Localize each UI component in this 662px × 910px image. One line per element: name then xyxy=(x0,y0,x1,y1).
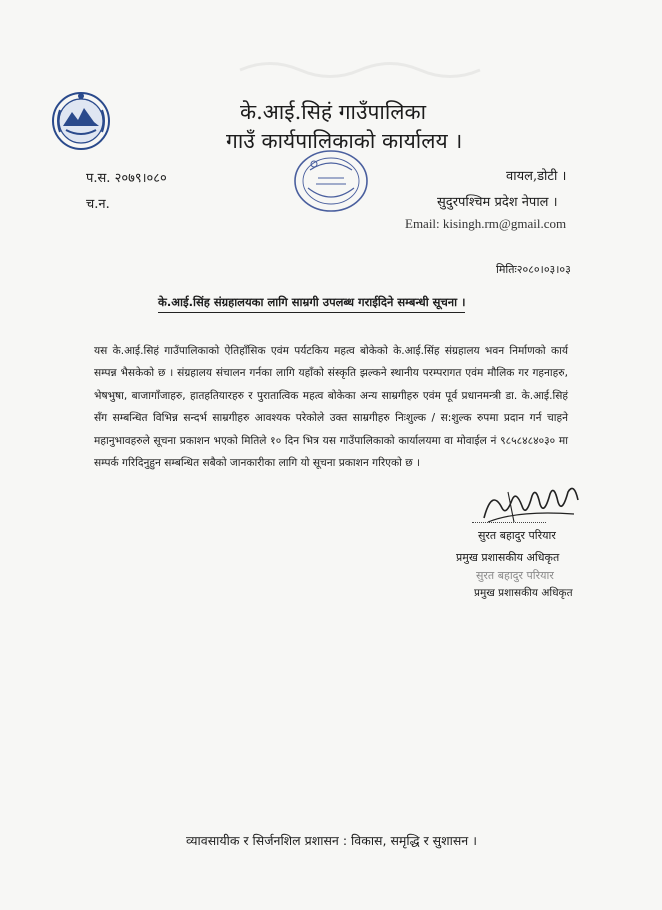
office-location: वायल,डोटी । xyxy=(506,169,567,184)
signatory-role: प्रमुख प्रशासकीय अधिकृत xyxy=(456,551,560,564)
footer-motto: व्यावसायीक र सिर्जनशिल प्रशासन : विकास, समृद्धि र सुशासन । xyxy=(186,833,477,848)
name-stamp: सुरत बहादुर परियार xyxy=(476,569,554,582)
government-emblem-icon xyxy=(50,90,112,152)
dispatch-number: च.न. xyxy=(86,197,110,212)
signatory-name: सुरत बहादुर परियार xyxy=(478,529,556,542)
office-subtitle: गाउँ कार्यपालिकाको कार्यालय । xyxy=(226,129,463,153)
office-email: Email: kisingh.rm@gmail.com xyxy=(405,216,567,231)
letter-date: मितिः२०८०।०३।०३ xyxy=(496,263,571,276)
office-province: सुदुरपश्चिम प्रदेश नेपाल । xyxy=(437,195,558,210)
notice-subject: के.आई.सिंह संग्रहालयका लागि साम्रगी उपलब्ध गराईदिने सम्बन्धी सूचना । xyxy=(158,295,465,313)
office-stamp-icon xyxy=(292,148,370,214)
reference-number: प.स. २०७९।०८० xyxy=(86,171,167,186)
notice-body: यस के.आई.सिहं गाउँपालिकाको ऐतिहाँसिक एवंम पर्यटकिय महत्व बोकेको के.आई.सिंह संग्रहालय भवन निर्माणको कार्य सम्पन्न भैसकेको छ । संग्रहालय संचालन गर्नका लागि यहाँको संस्कृति झल्कने स्थानीय परम्परागत एवंम मौलिक गर गहनाहरु, भेषभुषा, बाजागाँजाहरु, हातहतियारहरु र पुरातात्विक महत्व बोकेका अन्य साम्रगीहरु एवंम पूर्व प्रधानमन्त्री डा. के.आई.सिहं सँग सम्बन्धित विभिन्न सन्दर्भ साम्रगीहरु आवश्यक परेकोले उक्त साम्रगीहरु निःशुल्क / स:शुल्क रुपमा प्रदान गर्न चाहने महानुभावहरुले सूचना प्रकाशन भएको मितिले १० दिन भित्र यस गाउँपालिकाको कार्यालयमा वा मोवाईल नं ९८५८४८४०३० मा सम्पर्क गरिदिनुहुन सम्बन्धित सबैको जानकारीका लागि यो सूचना प्रकाशन गरिएको छ । xyxy=(94,345,568,470)
office-name: के.आई.सिहं गाउँपालिका xyxy=(240,100,427,124)
role-stamp: प्रमुख प्रशासकीय अधिकृत xyxy=(474,587,573,599)
background-watermark xyxy=(230,52,530,82)
signature-line xyxy=(472,522,546,523)
